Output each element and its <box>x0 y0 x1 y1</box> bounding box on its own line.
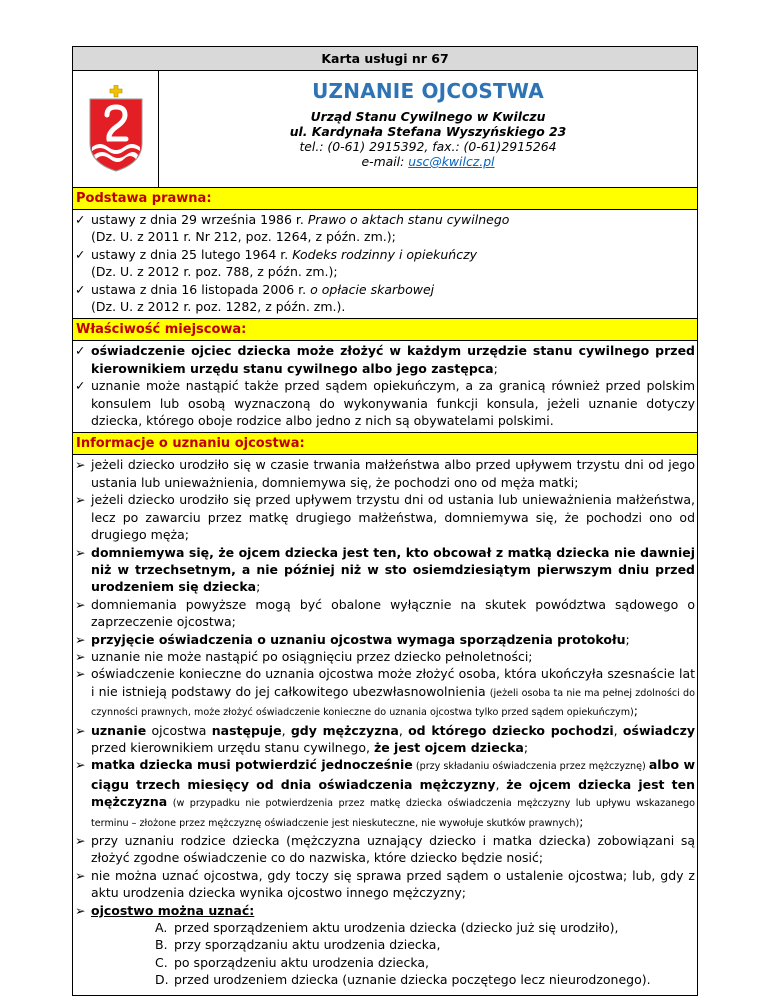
list-item <box>75 756 695 832</box>
item-note: (w przypadku nie potwierdzenia przez matkę dziecka oświadczenia mężczyzny lub upływu wskazanego terminu – złożone przez mężczyznę oświadczenie jest nieskuteczne, nie wywołuje skutków prawnych) <box>91 798 695 829</box>
item-text: uznanie może nastąpić także przed sądem opiekuńczym, a za granicą również przed polskim konsulem lub osobą wyznaczoną do wykonywania funkcji konsula, jeżeli uznanie dotyczy dziecka, którego oboje rodzice albo jedno z nich są obywatelami polskimi. <box>91 378 695 429</box>
item-punct: ; <box>625 631 630 647</box>
office-address: ul. Kardynała Stefana Wyszyńskiego 23 <box>289 124 567 139</box>
option-text: po sporządzeniu aktu urodzenia dziecka, <box>174 954 430 970</box>
item-text: uznanie nie może nastąpić po osiągnięciu przez dziecko pełnoletności; <box>91 648 533 664</box>
arrow-bullet-icon: ➢ <box>75 492 86 508</box>
text-bold: od którego dziecko pochodzi <box>408 722 614 738</box>
law-title: Prawo o aktach stanu cywilnego <box>307 212 510 227</box>
list-item <box>75 456 695 491</box>
text: , <box>281 722 291 738</box>
text-bold: gdy mężczyzna <box>290 722 399 738</box>
item-note: (jeżeli osoba ta nie ma pełnej zdolności do czynności prawnych, może złożyć oświadczenie konieczne do uznania ojcostwa tylko przed sądem opiekuńczym) <box>91 687 695 719</box>
item-text: nie można uznać ojcostwa, gdy toczy się sprawa przed sądem o ustalenie ojcostwa; lub, gdy z aktu urodzenia dziecka wynika ojcostwo innego mężczyzny; <box>91 867 695 901</box>
list-item <box>75 246 695 281</box>
text: , <box>613 722 623 738</box>
office-info <box>159 71 697 187</box>
item-text: oświadczenie ojciec dziecka może złożyć w każdym urzędzie stanu cywilnego przed kierownikiem urzędu stanu cywilnego albo jego zastępca <box>91 343 695 376</box>
item-text: jeżeli dziecko urodziło się przed upływem trzystu dni od ustania lub unieważnienia małżeństwa, lecz po zawarciu przez matkę drugiego małżeństwa, domniemywa się, że pochodzi ono od drugiego męża; <box>91 492 695 543</box>
item-text: jeżeli dziecko urodziło się w czasie trwania małżeństwa albo przed upływem trzystu dni od jego ustania lub unieważnienia, domniemywa się, że pochodzi ono od męża matki; <box>91 457 695 490</box>
text-bold: że ojcem dziecka jest ten mężczyzna <box>91 776 695 810</box>
list-item <box>75 377 695 429</box>
arrow-bullet-icon: ➢ <box>75 631 86 647</box>
law-text: ustawy z dnia 29 września 1986 r. <box>91 212 308 227</box>
jurisdiction-section <box>73 341 697 433</box>
text-bold: matka dziecka musi potwierdzić jednocześnie <box>91 757 413 773</box>
item-text: domniemania powyższe mogą być obalone wyłącznie na skutek powództwa sądowego o zaprzeczenie ojcostwa; <box>91 596 695 630</box>
text: , <box>495 776 507 792</box>
item-text: przyjęcie oświadczenia o uznaniu ojcostwa wymaga sporządzenia protokołu <box>91 631 626 647</box>
list-item <box>75 491 695 543</box>
text: ; <box>523 739 529 755</box>
option-text: przy sporządzaniu aktu urodzenia dziecka, <box>174 937 441 953</box>
check-mark-icon: ✓ <box>75 281 86 297</box>
option-text: przed urodzeniem dziecka (uznanie dziecka poczętego lecz nieurodzonego). <box>174 972 651 988</box>
service-card <box>72 46 698 996</box>
list-item <box>75 665 695 721</box>
option-letter: B. <box>155 937 168 953</box>
page-title: UZNANIE OJCOSTWA <box>312 79 544 103</box>
arrow-bullet-icon: ➢ <box>75 722 86 738</box>
option-letter: A. <box>155 920 168 936</box>
item-text: przy uznaniu rodzice dziecka (mężczyzna uznający dziecko i matka dziecka) zobowiązani są złożyć zgodne oświadczenie co do nazwiska, które dziecko będzie nosić; <box>91 833 695 866</box>
text-bold: następuje <box>211 722 282 738</box>
card-header <box>73 71 697 188</box>
arrow-bullet-icon: ➢ <box>75 666 86 682</box>
item-punct: ; <box>493 360 498 376</box>
option-text: przed sporządzeniem aktu urodzenia dziecka (dziecko już się urodziło), <box>174 920 619 936</box>
legal-basis-heading: Podstawa prawna: <box>73 188 697 210</box>
card-number: Karta usługi nr 67 <box>73 47 697 71</box>
item-note: (przy składaniu oświadczenia przez mężczyznę) <box>412 761 649 773</box>
arrow-bullet-icon: ➢ <box>75 648 86 664</box>
info-section <box>73 455 697 994</box>
check-mark-icon: ✓ <box>75 378 86 394</box>
arrow-bullet-icon: ➢ <box>75 596 86 612</box>
arrow-bullet-icon: ➢ <box>75 757 86 773</box>
list-item <box>75 544 695 596</box>
option-letter: C. <box>155 954 168 970</box>
jurisdiction-heading: Właściwość miejscowa: <box>73 319 697 341</box>
email-label: e-mail: <box>361 154 409 169</box>
law-reference: (Dz. U. z 2012 r. poz. 788, z późn. zm.); <box>91 264 338 280</box>
coat-of-arms-icon <box>86 85 146 173</box>
email-link[interactable]: usc@kwilcz.pl <box>408 154 495 169</box>
office-name: Urząd Stanu Cywilnego w Kwilczu <box>310 109 546 124</box>
item-text: domniemywa się, że ojcem dziecka jest ten, kto obcował z matką dziecka nie dawniej niż w trzechsetnym, a nie później niż w sto osiemdziesiątym pierwszym dniu przed urodzeniem się dziecka <box>91 544 695 595</box>
crest-cell <box>73 71 159 187</box>
legal-basis-section <box>73 210 697 319</box>
option-letter: D. <box>155 972 169 988</box>
list-item <box>75 902 695 919</box>
law-reference: (Dz. U. z 2011 r. Nr 212, poz. 1264, z późn. zm.); <box>91 229 396 245</box>
text: ojcostwa <box>146 722 212 738</box>
option-item <box>75 954 695 971</box>
law-text: ustawa z dnia 16 listopada 2006 r. <box>91 281 311 297</box>
item-text: ojcostwo można uznać: <box>91 902 255 918</box>
option-item <box>75 936 695 953</box>
law-title: o opłacie skarbowej <box>310 281 435 297</box>
text: przed kierownikiem urzędu stanu cywilnego, <box>91 739 374 755</box>
text: , <box>398 722 409 738</box>
arrow-bullet-icon: ➢ <box>75 833 86 848</box>
text-bold: albo w ciągu trzech miesięcy od dnia oświadczenia mężczyzny <box>91 757 695 792</box>
arrow-bullet-icon: ➢ <box>75 457 86 473</box>
law-text: ustawy z dnia 25 lutego 1964 r. <box>91 246 293 262</box>
law-reference: (Dz. U. z 2012 r. poz. 1282, z późn. zm.). <box>91 299 346 315</box>
list-item <box>75 596 695 631</box>
option-item <box>75 971 695 988</box>
list-item <box>75 867 695 902</box>
item-punct: ; <box>579 813 584 829</box>
arrow-bullet-icon: ➢ <box>75 544 86 560</box>
list-item <box>75 281 695 316</box>
item-punct: ; <box>633 703 639 719</box>
office-phone: tel.: (0-61) 2915392, fax.: (0-61)2915264 <box>299 139 557 154</box>
law-title: Kodeks rodzinny i opiekuńczy <box>292 246 478 262</box>
option-item <box>75 919 695 936</box>
item-punct: ; <box>256 579 261 595</box>
office-email-line <box>159 154 697 169</box>
text-bold: że jest ojcem dziecka <box>373 739 524 755</box>
list-item <box>75 342 695 377</box>
list-item <box>75 211 695 246</box>
check-mark-icon: ✓ <box>75 246 86 262</box>
check-mark-icon: ✓ <box>75 343 86 359</box>
text-bold: uznanie <box>91 722 147 738</box>
list-item <box>75 722 695 757</box>
list-item <box>75 648 695 665</box>
list-item <box>75 631 695 648</box>
list-item <box>75 832 695 867</box>
text-bold: oświadczy <box>622 722 695 738</box>
arrow-bullet-icon: ➢ <box>75 902 86 918</box>
arrow-bullet-icon: ➢ <box>75 867 86 883</box>
item-text: oświadczenie konieczne do uznania ojcostwa może złożyć osoba, która ukończyła szesnaście lat i nie istnieją podstawy do jej całkowitego ubezwłasnowolnienia <box>91 666 695 699</box>
check-mark-icon: ✓ <box>75 212 86 227</box>
info-heading: Informacje o uznaniu ojcostwa: <box>73 433 697 455</box>
